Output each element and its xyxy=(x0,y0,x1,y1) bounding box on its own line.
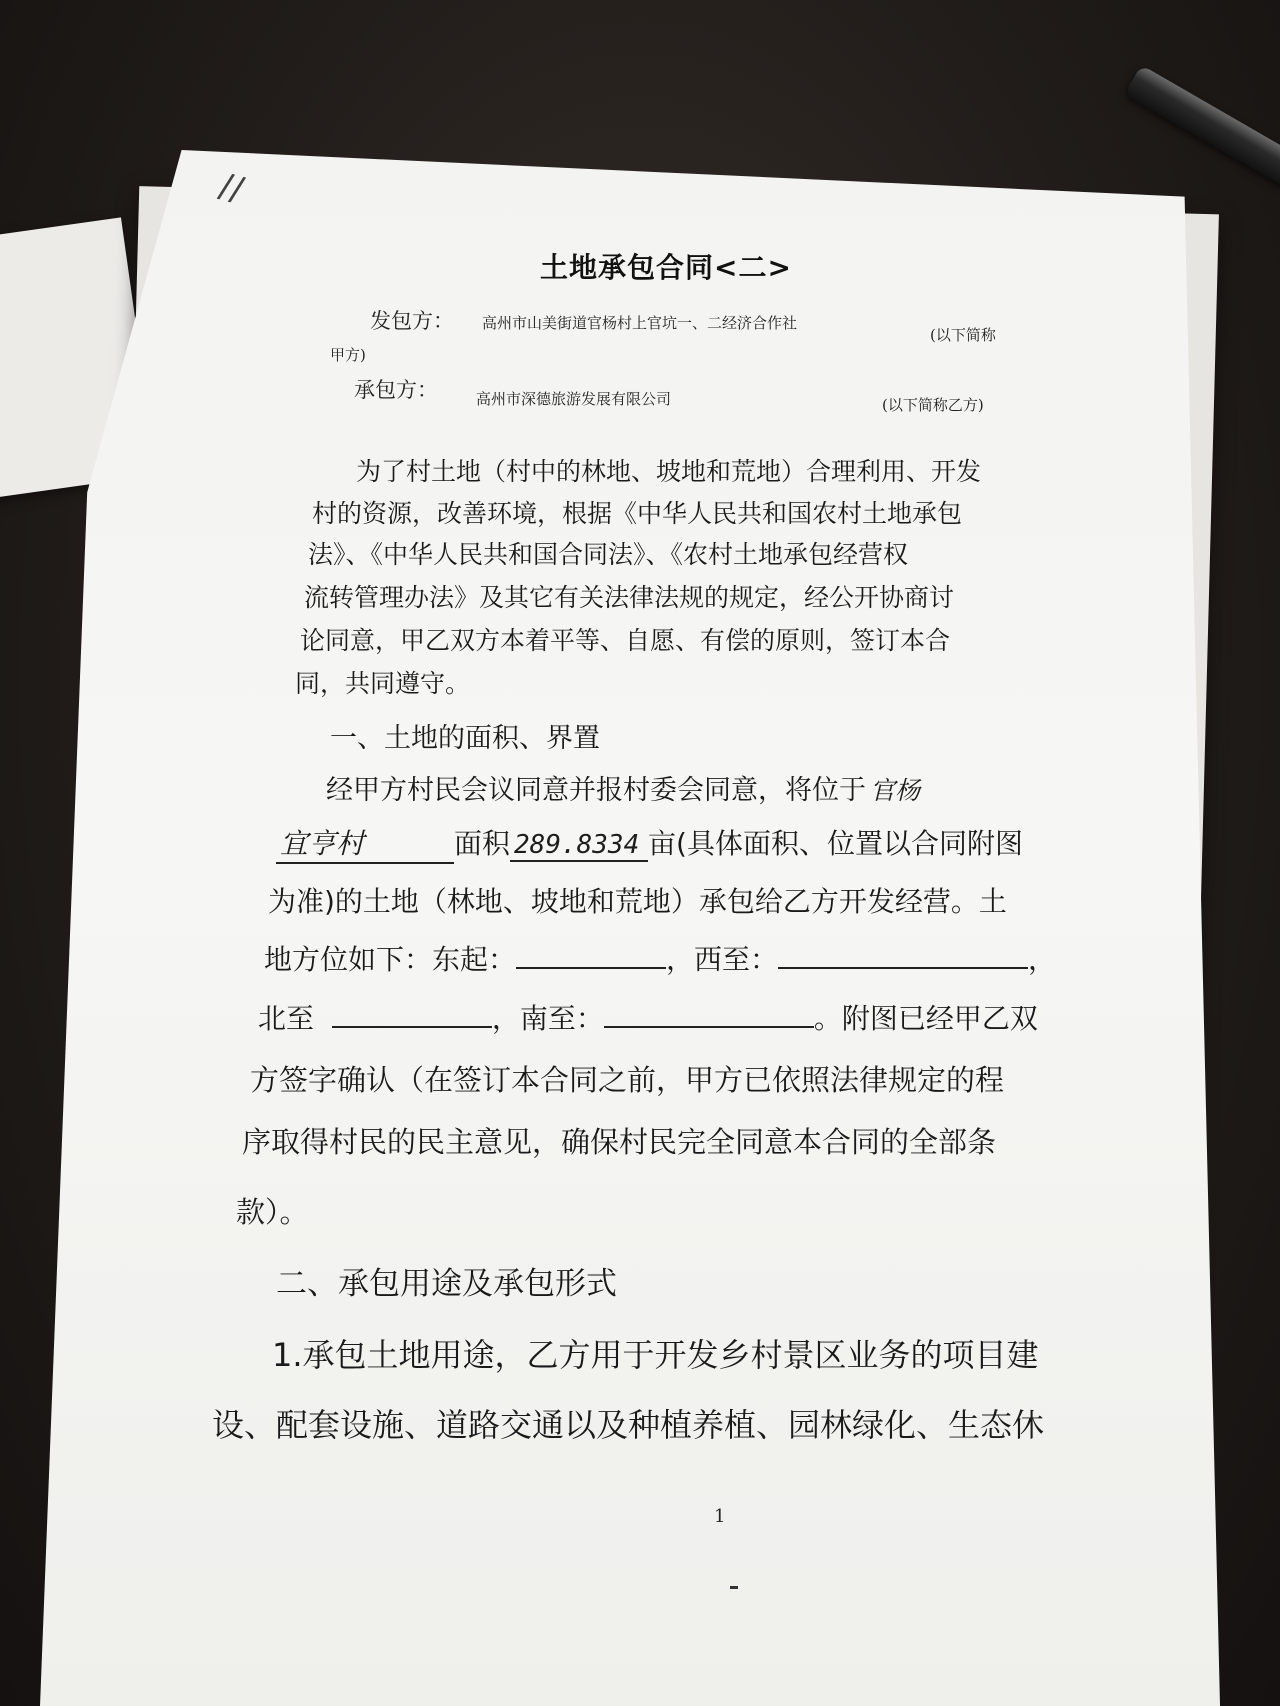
section1-line-1-text: 经甲方村民会议同意并报村委会同意，将位于 xyxy=(326,775,866,806)
line5-end: 。附图已经甲乙双 xyxy=(813,1002,1038,1035)
preamble-line-4: 流转管理办法》及其它有关法律法规的规定，经公开协商讨 xyxy=(304,583,955,612)
employer-label: 发包方： xyxy=(370,309,454,333)
section1-line-2-rest: 亩(具体面积、位置以合同附图 xyxy=(648,827,1023,860)
section1-line-3: 为准)的土地（林地、坡地和荒地）承包给乙方开发经营。土 xyxy=(268,885,1007,918)
south-blank xyxy=(604,1004,814,1028)
handwritten-place: 官杨 xyxy=(870,776,921,805)
east-blank xyxy=(516,945,666,969)
page-number: 1 xyxy=(714,1506,726,1527)
south-label: ，南至： xyxy=(491,1002,604,1035)
section1-heading: 一、土地的面积、界置 xyxy=(330,723,600,754)
preamble-line-2: 村的资源，改善环境，根据《中华人民共和国农村土地承包 xyxy=(312,499,963,528)
north-label: 北至 xyxy=(258,1002,315,1035)
contractor-label: 承包方： xyxy=(354,378,438,402)
contractor-note: (以下简称乙方) xyxy=(882,396,984,414)
west-blank xyxy=(778,945,1028,969)
section1-line-6: 方签字确认（在签订本合同之前，甲方已依照法律规定的程 xyxy=(250,1063,1005,1097)
area-label: 面积 xyxy=(454,827,511,860)
preamble-line-1: 为了村土地（村中的林地、坡地和荒地）合理利用、开发 xyxy=(356,457,982,486)
section2-heading: 二、承包用途及承包形式 xyxy=(276,1266,617,1302)
preamble-line-6: 同，共同遵守。 xyxy=(295,669,471,698)
preamble-line-3: 法》、《中华人民共和国合同法》、《农村土地承包经营权 xyxy=(308,540,909,569)
section2-line-2: 设、配套设施、道路交通以及种植养植、园林绿化、生态休 xyxy=(212,1406,1045,1444)
footer-dash xyxy=(730,1586,738,1589)
section1-line-1 xyxy=(326,768,924,807)
west-label: ，西至： xyxy=(666,943,779,976)
contractor-name: 高州市深德旅游发展有限公司 xyxy=(476,390,672,408)
north-blank xyxy=(332,1004,492,1028)
employer-note: (以下简称 xyxy=(930,326,996,344)
employer-name: 高州市山美街道官杨村上官坑一、二经济合作社 xyxy=(482,314,798,332)
handwritten-mark: // xyxy=(215,165,248,211)
section1-line-7: 序取得村民的民主意见，确保村民完全同意本合同的全部条 xyxy=(242,1125,997,1159)
section1-line-2 xyxy=(276,822,1023,864)
section1-line-4 xyxy=(264,938,1056,978)
section1-line-5 xyxy=(258,997,1038,1037)
handwritten-area: 289.8334 xyxy=(510,830,648,862)
section2-line-1: 1.承包土地用途，乙方用于开发乡村景区业务的项目建 xyxy=(272,1336,1039,1374)
document-title: 土地承包合同<二> xyxy=(540,251,792,284)
employer-note-cont: 甲方) xyxy=(330,346,366,364)
east-label: 地方位如下：东起： xyxy=(264,943,517,976)
handwritten-village: 宜亨村 xyxy=(276,822,454,864)
preamble-line-5: 论同意，甲乙双方本着平等、自愿、有偿的原则，签订本合 xyxy=(300,626,951,655)
line4-end: ， xyxy=(1028,943,1057,976)
section1-line-8: 款）。 xyxy=(236,1195,309,1229)
